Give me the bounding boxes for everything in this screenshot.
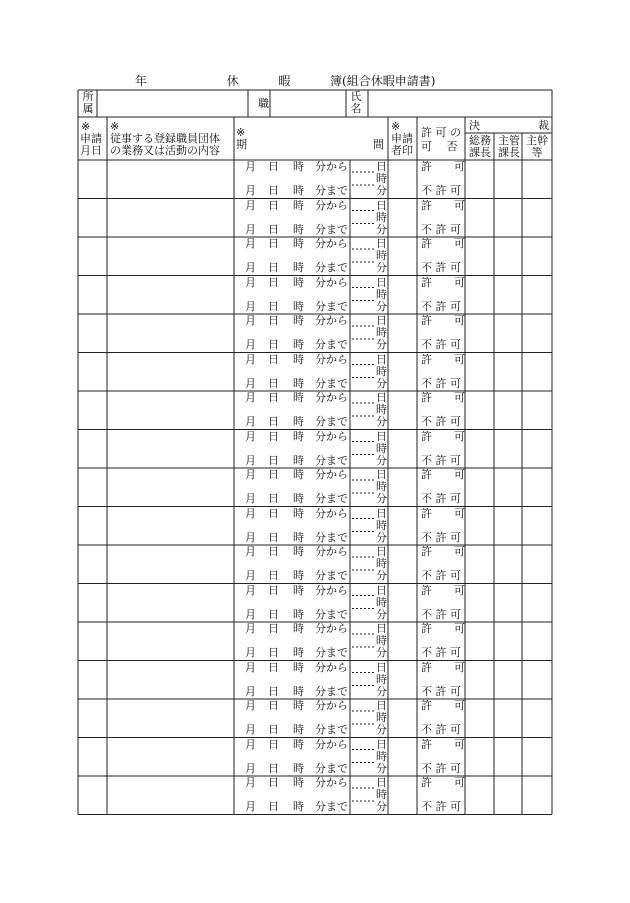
permit-text: 許 可 <box>421 776 465 789</box>
from-suffix: 分から <box>315 198 348 212</box>
to-suffix: 分まで <box>315 338 348 351</box>
duty-label-1: 従事する登録職員団体 <box>110 132 220 145</box>
request-date-label: 申請月日 <box>80 132 102 157</box>
dur-min: 分 <box>376 684 387 698</box>
permit-text: 許 可 <box>421 699 465 712</box>
from-hour: 時 <box>293 391 304 404</box>
from-day: 日 <box>268 429 279 443</box>
from-hour: 時 <box>293 660 304 674</box>
from-month: 月 <box>245 429 256 443</box>
to-month: 月 <box>245 607 256 621</box>
from-suffix: 分から <box>315 160 348 173</box>
from-day: 日 <box>268 160 279 173</box>
period-label-b: 間 <box>373 138 384 151</box>
to-day: 日 <box>268 222 279 236</box>
dur-hour: 時 <box>376 326 387 339</box>
dur-min: 分 <box>376 299 387 313</box>
from-month: 月 <box>245 468 256 481</box>
deny-text: 不 許 可 <box>421 376 461 390</box>
to-suffix: 分まで <box>315 453 348 467</box>
permit-text: 許 可 <box>421 468 465 481</box>
from-hour: 時 <box>293 352 304 366</box>
to-hour: 時 <box>293 415 304 428</box>
decision-label-b: 裁 <box>538 119 549 132</box>
dur-min: 分 <box>376 723 387 736</box>
permit-text: 許 可 <box>421 429 465 443</box>
to-suffix: 分まで <box>315 299 348 313</box>
duty-label-2: の業務又は活動の内容 <box>110 144 220 157</box>
permit-text: 許 可 <box>421 583 465 597</box>
to-month: 月 <box>245 222 256 236</box>
permit-text: 許 可 <box>421 314 465 327</box>
to-day: 日 <box>268 261 279 274</box>
deny-text: 不 許 可 <box>421 222 461 236</box>
to-hour: 時 <box>293 723 304 736</box>
dur-min: 分 <box>376 338 387 351</box>
from-month: 月 <box>245 776 256 789</box>
from-month: 月 <box>245 160 256 173</box>
applicant-label: 申請者印 <box>391 132 413 157</box>
dur-day: 日 <box>376 660 387 674</box>
period-label-a: 期 <box>236 138 247 151</box>
from-month: 月 <box>245 545 256 558</box>
dur-day: 日 <box>376 776 387 789</box>
dur-min: 分 <box>376 492 387 505</box>
from-hour: 時 <box>293 699 304 712</box>
from-hour: 時 <box>293 314 304 327</box>
to-day: 日 <box>268 723 279 736</box>
to-day: 日 <box>268 415 279 428</box>
dur-day: 日 <box>376 737 387 751</box>
to-day: 日 <box>268 530 279 544</box>
period-mark: ※ <box>236 126 246 139</box>
from-suffix: 分から <box>315 699 348 712</box>
dur-day: 日 <box>376 314 387 327</box>
dur-min: 分 <box>376 569 387 582</box>
dur-min: 分 <box>376 646 387 659</box>
to-hour: 時 <box>293 569 304 582</box>
to-month: 月 <box>245 184 256 197</box>
permit-text: 許 可 <box>421 660 465 674</box>
dur-hour: 時 <box>376 172 387 185</box>
from-hour: 時 <box>293 622 304 635</box>
to-hour: 時 <box>293 646 304 659</box>
from-day: 日 <box>268 198 279 212</box>
from-hour: 時 <box>293 275 304 289</box>
to-suffix: 分まで <box>315 800 348 813</box>
from-day: 日 <box>268 275 279 289</box>
dur-day: 日 <box>376 198 387 212</box>
dur-day: 日 <box>376 391 387 404</box>
to-month: 月 <box>245 415 256 428</box>
permit-text: 許 可 <box>421 622 465 635</box>
to-suffix: 分まで <box>315 684 348 698</box>
to-day: 日 <box>268 338 279 351</box>
to-month: 月 <box>245 376 256 390</box>
from-day: 日 <box>268 660 279 674</box>
dur-hour: 時 <box>376 518 387 532</box>
from-hour: 時 <box>293 160 304 173</box>
dur-hour: 時 <box>376 672 387 686</box>
from-month: 月 <box>245 699 256 712</box>
dur-hour: 時 <box>376 711 387 724</box>
to-hour: 時 <box>293 184 304 197</box>
dur-min: 分 <box>376 184 387 197</box>
from-hour: 時 <box>293 776 304 789</box>
to-hour: 時 <box>293 800 304 813</box>
permit-text: 許 可 <box>421 275 465 289</box>
from-hour: 時 <box>293 506 304 520</box>
to-hour: 時 <box>293 261 304 274</box>
permit-text: 許 可 <box>421 237 465 250</box>
from-day: 日 <box>268 545 279 558</box>
from-suffix: 分から <box>315 468 348 481</box>
to-hour: 時 <box>293 338 304 351</box>
to-day: 日 <box>268 376 279 390</box>
from-day: 日 <box>268 506 279 520</box>
to-day: 日 <box>268 800 279 813</box>
sub-col-1: 総務課長 <box>469 134 491 159</box>
dur-min: 分 <box>376 530 387 544</box>
dur-day: 日 <box>376 545 387 558</box>
from-day: 日 <box>268 622 279 635</box>
title-year: 年 <box>135 74 148 88</box>
decision-label-a: 決 <box>469 119 480 132</box>
to-hour: 時 <box>293 299 304 313</box>
to-hour: 時 <box>293 530 304 544</box>
from-hour: 時 <box>293 429 304 443</box>
permit-text: 許 可 <box>421 198 465 212</box>
from-month: 月 <box>245 737 256 751</box>
to-hour: 時 <box>293 376 304 390</box>
from-suffix: 分から <box>315 352 348 366</box>
to-month: 月 <box>245 338 256 351</box>
from-hour: 時 <box>293 198 304 212</box>
from-month: 月 <box>245 506 256 520</box>
position-label: 職 <box>258 97 269 110</box>
to-day: 日 <box>268 761 279 775</box>
request-date-mark: ※ <box>81 120 91 133</box>
to-month: 月 <box>245 646 256 659</box>
dur-min: 分 <box>376 761 387 775</box>
deny-text: 不 許 可 <box>421 415 461 428</box>
dur-min: 分 <box>376 222 387 236</box>
deny-text: 不 許 可 <box>421 569 461 582</box>
from-month: 月 <box>245 198 256 212</box>
dur-hour: 時 <box>376 287 387 301</box>
dur-hour: 時 <box>376 441 387 455</box>
dur-hour: 時 <box>376 788 387 801</box>
from-month: 月 <box>245 352 256 366</box>
to-suffix: 分まで <box>315 492 348 505</box>
from-month: 月 <box>245 237 256 250</box>
to-month: 月 <box>245 761 256 775</box>
to-suffix: 分まで <box>315 607 348 621</box>
deny-text: 不 許 可 <box>421 530 461 544</box>
from-hour: 時 <box>293 737 304 751</box>
from-day: 日 <box>268 699 279 712</box>
dur-min: 分 <box>376 415 387 428</box>
from-suffix: 分から <box>315 237 348 250</box>
to-month: 月 <box>245 299 256 313</box>
to-suffix: 分まで <box>315 376 348 390</box>
from-hour: 時 <box>293 468 304 481</box>
permit-text: 許 可 <box>421 352 465 366</box>
from-day: 日 <box>268 776 279 789</box>
to-day: 日 <box>268 646 279 659</box>
from-day: 日 <box>268 391 279 404</box>
from-suffix: 分から <box>315 545 348 558</box>
from-day: 日 <box>268 737 279 751</box>
from-suffix: 分から <box>315 391 348 404</box>
dur-day: 日 <box>376 506 387 520</box>
from-month: 月 <box>245 275 256 289</box>
dur-min: 分 <box>376 376 387 390</box>
from-suffix: 分から <box>315 429 348 443</box>
permit-text: 許 可 <box>421 737 465 751</box>
to-hour: 時 <box>293 607 304 621</box>
to-hour: 時 <box>293 222 304 236</box>
from-suffix: 分から <box>315 776 348 789</box>
to-month: 月 <box>245 492 256 505</box>
sub-col-2: 主管課長 <box>498 134 520 159</box>
dur-hour: 時 <box>376 403 387 416</box>
from-suffix: 分から <box>315 622 348 635</box>
deny-text: 不 許 可 <box>421 761 461 775</box>
from-suffix: 分から <box>315 314 348 327</box>
to-day: 日 <box>268 492 279 505</box>
permit-text: 許 可 <box>421 391 465 404</box>
dur-hour: 時 <box>376 595 387 609</box>
permit-text: 許 可 <box>421 545 465 558</box>
dur-day: 日 <box>376 622 387 635</box>
from-month: 月 <box>245 314 256 327</box>
deny-text: 不 許 可 <box>421 607 461 621</box>
dur-day: 日 <box>376 275 387 289</box>
from-suffix: 分から <box>315 737 348 751</box>
to-month: 月 <box>245 723 256 736</box>
dur-hour: 時 <box>376 749 387 763</box>
dur-min: 分 <box>376 261 387 274</box>
from-suffix: 分から <box>315 506 348 520</box>
to-day: 日 <box>268 299 279 313</box>
from-day: 日 <box>268 237 279 250</box>
to-hour: 時 <box>293 684 304 698</box>
dur-day: 日 <box>376 699 387 712</box>
deny-text: 不 許 可 <box>421 299 461 313</box>
to-suffix: 分まで <box>315 415 348 428</box>
title-bo: 簿(組合休暇申請書) <box>330 74 436 88</box>
to-day: 日 <box>268 607 279 621</box>
dur-hour: 時 <box>376 480 387 493</box>
deny-text: 不 許 可 <box>421 261 461 274</box>
from-suffix: 分から <box>315 583 348 597</box>
dur-day: 日 <box>376 237 387 250</box>
from-month: 月 <box>245 660 256 674</box>
to-suffix: 分まで <box>315 184 348 197</box>
to-hour: 時 <box>293 761 304 775</box>
to-month: 月 <box>245 569 256 582</box>
dur-day: 日 <box>376 583 387 597</box>
from-hour: 時 <box>293 583 304 597</box>
to-month: 月 <box>245 261 256 274</box>
dur-hour: 時 <box>376 210 387 224</box>
permit-label-2: 可 否 <box>421 140 458 153</box>
dur-day: 日 <box>376 468 387 481</box>
from-suffix: 分から <box>315 275 348 289</box>
from-month: 月 <box>245 583 256 597</box>
deny-text: 不 許 可 <box>421 453 461 467</box>
to-hour: 時 <box>293 453 304 467</box>
from-hour: 時 <box>293 237 304 250</box>
to-suffix: 分まで <box>315 646 348 659</box>
to-month: 月 <box>245 684 256 698</box>
from-day: 日 <box>268 352 279 366</box>
from-day: 日 <box>268 314 279 327</box>
dur-min: 分 <box>376 607 387 621</box>
to-month: 月 <box>245 453 256 467</box>
to-day: 日 <box>268 569 279 582</box>
duty-mark: ※ <box>110 120 120 133</box>
permit-text: 許 可 <box>421 506 465 520</box>
deny-text: 不 許 可 <box>421 338 461 351</box>
from-hour: 時 <box>293 545 304 558</box>
dur-hour: 時 <box>376 364 387 378</box>
deny-text: 不 許 可 <box>421 492 461 505</box>
to-suffix: 分まで <box>315 261 348 274</box>
title-kyu: 休 <box>226 74 239 88</box>
to-suffix: 分まで <box>315 222 348 236</box>
from-month: 月 <box>245 391 256 404</box>
affiliation-label: 所属 <box>82 90 94 115</box>
to-suffix: 分まで <box>315 530 348 544</box>
dur-hour: 時 <box>376 249 387 262</box>
from-month: 月 <box>245 622 256 635</box>
dur-day: 日 <box>376 352 387 366</box>
dur-hour: 時 <box>376 557 387 570</box>
from-day: 日 <box>268 468 279 481</box>
to-month: 月 <box>245 530 256 544</box>
to-day: 日 <box>268 684 279 698</box>
permit-text: 許 可 <box>421 160 465 173</box>
title-ka: 暇 <box>278 74 291 88</box>
dur-min: 分 <box>376 800 387 813</box>
dur-day: 日 <box>376 160 387 173</box>
to-day: 日 <box>268 184 279 197</box>
deny-text: 不 許 可 <box>421 723 461 736</box>
applicant-mark: ※ <box>391 120 401 133</box>
sub-col-3: 主幹等 <box>526 134 548 159</box>
permit-label-1: 許 可 の <box>421 126 461 139</box>
deny-text: 不 許 可 <box>421 684 461 698</box>
deny-text: 不 許 可 <box>421 800 461 813</box>
dur-hour: 時 <box>376 634 387 647</box>
name-label: 氏名 <box>350 90 362 115</box>
from-day: 日 <box>268 583 279 597</box>
dur-day: 日 <box>376 429 387 443</box>
deny-text: 不 許 可 <box>421 646 461 659</box>
deny-text: 不 許 可 <box>421 184 461 197</box>
dur-min: 分 <box>376 453 387 467</box>
to-suffix: 分まで <box>315 723 348 736</box>
to-hour: 時 <box>293 492 304 505</box>
to-suffix: 分まで <box>315 761 348 775</box>
to-suffix: 分まで <box>315 569 348 582</box>
to-day: 日 <box>268 453 279 467</box>
from-suffix: 分から <box>315 660 348 674</box>
to-month: 月 <box>245 800 256 813</box>
